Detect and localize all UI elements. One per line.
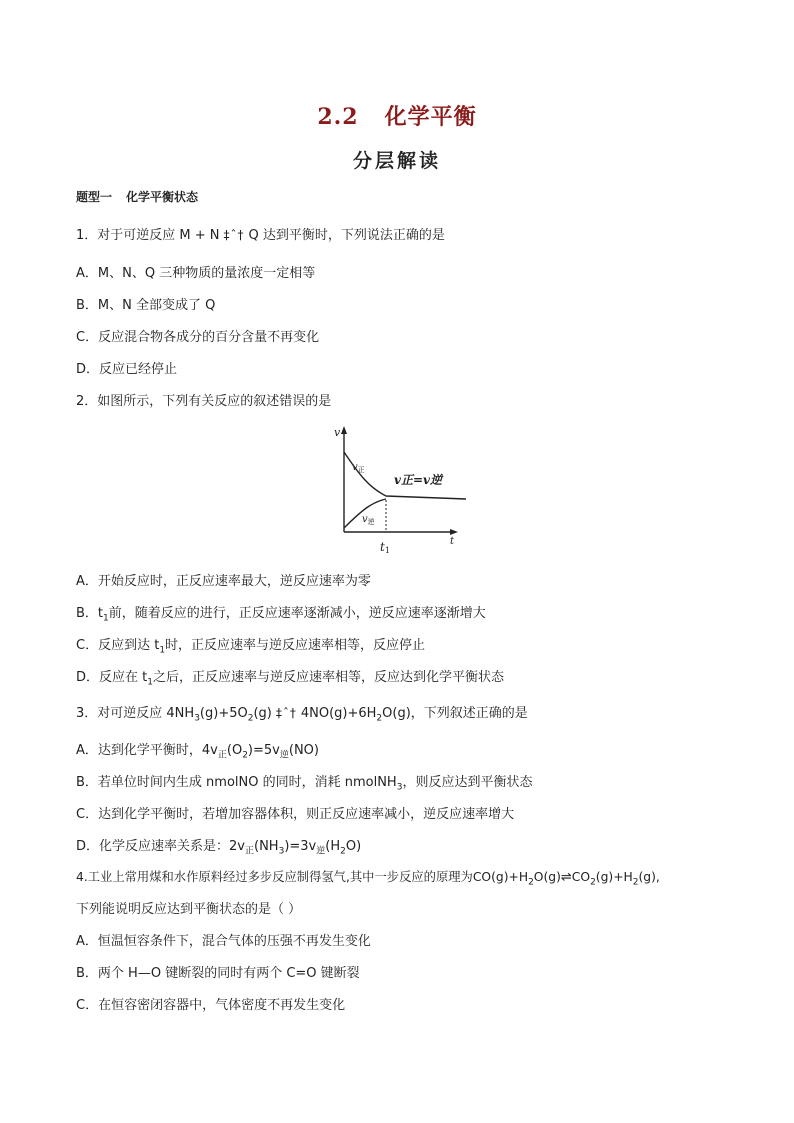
q4-stem-line2: 下列能说明反应达到平衡状态的是（ ）: [76, 902, 302, 917]
x-axis-label: t: [450, 536, 455, 547]
q3-stem: 3．对可逆反应 $4NH_3(g)+5O_2(g)$ ‡ˆ† $4NO(g)+6H_2O(g)$，下列叙述正确的是: [76, 706, 528, 724]
q2-option-c: C．反应到达 $t_1$时，正反应速率与逆反应速率相等，反应停止: [76, 638, 426, 656]
q3-option-d: D．化学反应速率关系是：$2v_正(NH_3)=3v_逆(H_2O)$: [76, 839, 362, 857]
v-reverse-label: $v_逆$: [362, 514, 375, 526]
page-subtitle: 分层解读: [352, 150, 441, 172]
y-axis-arrow-icon: [341, 426, 347, 434]
q4-option-b: B．两个 H—O 键断裂的同时有两个 C=O 键断裂: [76, 966, 360, 981]
q1-option-c: C．反应混合物各成分的百分含量不再变化: [76, 330, 320, 345]
q4-option-c: C．在恒容密闭容器中，气体密度不再发生变化: [76, 998, 346, 1013]
v-forward-label: $v_正$: [352, 462, 365, 474]
q2-stem: 2．如图所示，下列有关反应的叙述错误的是: [76, 394, 332, 409]
equilibrium-arrow-icon: ⇌: [560, 870, 572, 885]
page-title: [0, 100, 794, 131]
reversible-arrow-icon: ‡ˆ†: [275, 706, 297, 720]
q1-option-b: B．M、N 全部变成了 Q: [76, 298, 216, 313]
reversible-arrow-icon: ‡ˆ†: [223, 228, 245, 242]
t1-tick-label: t1: [380, 540, 390, 554]
title-number: 2.2: [317, 104, 359, 130]
section-label: 题型一: [76, 190, 113, 204]
rate-time-chart: [330, 424, 466, 554]
q4-stem: 4.工业上常用煤和水作原料经过多步反应制得氢气,其中一步反应的原理为$CO(g)+H_2O(g)\rightleftharpoons CO_2(g)+H_2(g)$,: [76, 870, 660, 888]
section-heading: [76, 188, 198, 205]
q3-option-c: C．达到化学平衡时，若增加容器体积，则正反应速率减小，逆反应速率增大: [76, 807, 515, 822]
equilibrium-label: v正=v逆: [394, 473, 443, 487]
section-name: 化学平衡状态: [126, 190, 199, 204]
q2-option-b: B．$t_1$前，随着反应的进行，正反应速率逐渐减小，逆反应速率逐渐增大: [76, 606, 486, 624]
title-text: 化学平衡: [384, 104, 477, 130]
q1-option-a: A．M、N、Q 三种物质的量浓度一定相等: [76, 266, 316, 281]
x-axis-arrow-icon: [450, 529, 458, 535]
q2-option-a: A．开始反应时，正反应速率最大，逆反应速率为零: [76, 574, 371, 589]
y-axis-label: v: [334, 426, 341, 439]
q1-stem: 1．对于可逆反应 M + N ‡ˆ† Q 达到平衡时，下列说法正确的是: [76, 228, 445, 243]
q1-option-d: D．反应已经停止: [76, 362, 178, 377]
q3-option-b: B．若单位时间内生成 nmolNO 的同时，消耗 nmolNH$_3$，则反应达到平衡状态: [76, 775, 533, 793]
q4-option-a: A．恒温恒容条件下，混合气体的压强不再发生变化: [76, 934, 371, 949]
q2-option-d: D．反应在 $t_1$之后，正反应速率与逆反应速率相等，反应达到化学平衡状态: [76, 670, 504, 688]
q3-option-a: A．达到化学平衡时，$4v_正(O_2)=5v_逆(NO)$: [76, 743, 319, 761]
